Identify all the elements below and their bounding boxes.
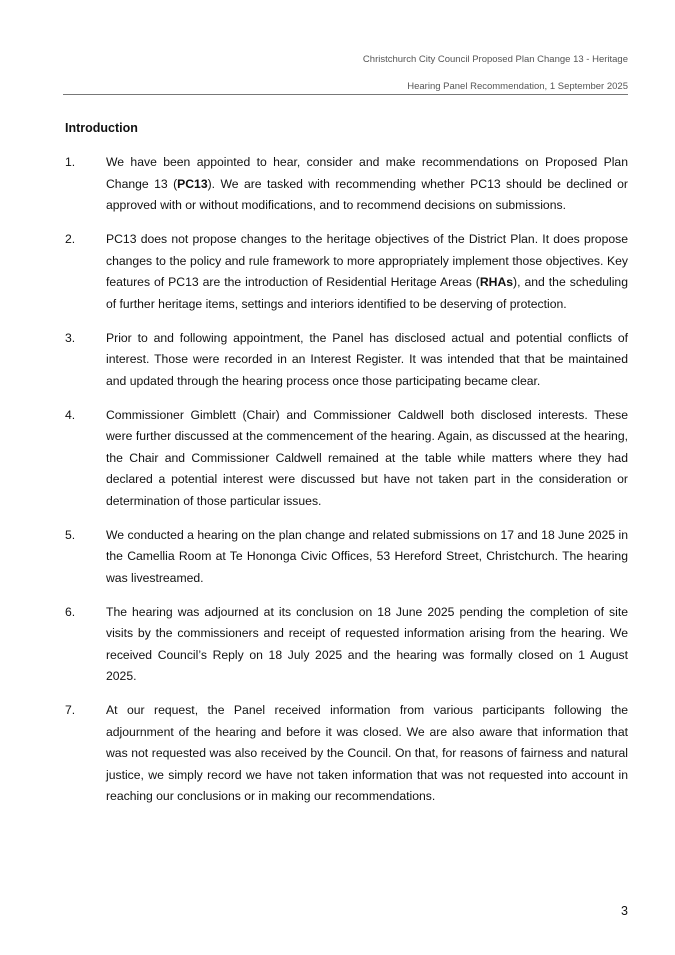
page-number: 3 [621, 904, 628, 918]
paragraph-1 [65, 152, 628, 217]
paragraph-number: 1. [65, 155, 76, 169]
header-subtitle: Hearing Panel Recommendation, 1 September 2025 [407, 80, 628, 92]
paragraph-number: 7. [65, 703, 76, 717]
section-title: Introduction [65, 121, 138, 135]
defined-term: RHAs [479, 275, 514, 289]
paragraph-number: 3. [65, 330, 76, 345]
paragraph-text [106, 405, 628, 513]
paragraph-number: 2. [65, 232, 76, 246]
paragraph-text [106, 525, 628, 590]
paragraph-number: 5. [65, 527, 76, 542]
paragraph-3 [65, 328, 628, 393]
paragraph-5 [65, 525, 628, 590]
paragraph-4 [65, 405, 628, 513]
paragraph-7 [65, 700, 628, 808]
page-header [363, 55, 628, 91]
paragraph-text-run: We conducted a hearing on the plan change and related submissions on 17 and 18 June 2025 in the Camellia Room at Te Hononga Civic Offices, 53 Hereford Street, Christchurch. The hearing was livestreamed. [106, 527, 628, 585]
header-divider [63, 94, 628, 95]
paragraph-text-run: At our request, the Panel received information from various participants following the adjournment of the hearing and before it was closed. We are also aware that information that was not requested was also received by the Council. On that, for reasons of fairness and natural justice, we simply record we have not taken information that was not requested into account in reaching our conclusions or in making our recommendations. [106, 703, 628, 803]
defined-term: PC13 [177, 176, 208, 191]
paragraph-6 [65, 602, 628, 688]
paragraph-text [106, 152, 628, 217]
header-title: Christchurch City Council Proposed Plan Change 13 - Heritage [362, 54, 628, 65]
paragraph-text [106, 700, 628, 808]
paragraph-text-run: PC13 does not propose changes to the heritage objectives of the District Plan. It does propose changes to the policy and rule framework to more appropriately implement those objectives. Key features of PC13 are the introduction of Residential Heritage Areas ( [106, 232, 628, 289]
paragraph-2 [65, 229, 628, 315]
paragraph-text-run: Commissioner Gimblett (Chair) and Commissioner Caldwell both disclosed interests. These were further discussed at the commencement of the hearing. Again, as discussed at the hearing, the Chair and Commissioner Caldwell remained at the table while matters where they had declared a potential interest were discussed but have not taken part in the consideration or determination of those particular issues. [106, 407, 628, 508]
paragraph-text-run: We have been appointed to hear, consider and make recommendations on Proposed Plan Change 13 ( [106, 155, 628, 191]
paragraph-text [106, 328, 628, 393]
paragraph-text-run: The hearing was adjourned at its conclusion on 18 June 2025 pending the completion of site visits by the commissioners and receipt of requested information arising from the hearing. We received Council’s Reply on 18 July 2025 and the hearing was formally closed on 1 August 2025. [106, 604, 628, 683]
paragraph-text [106, 602, 628, 688]
paragraph-text-run: ), and the scheduling of further heritage items, settings and interiors identified to be deserving of protection. [106, 275, 628, 311]
paragraph-text-run: Prior to and following appointment, the Panel has disclosed actual and potential conflicts of interest. Those were recorded in an Interest Register. It was intended that that be maintained and updated through the hearing process once those participating became clear. [106, 330, 628, 388]
paragraph-number: 6. [65, 604, 76, 619]
paragraph-text-run: ). We are tasked with recommending whether PC13 should be declined or approved with or without modifications, and to recommend decisions on submissions. [106, 176, 628, 212]
paragraph-list [65, 152, 628, 820]
paragraph-number: 4. [65, 407, 76, 422]
paragraph-text [106, 229, 628, 315]
